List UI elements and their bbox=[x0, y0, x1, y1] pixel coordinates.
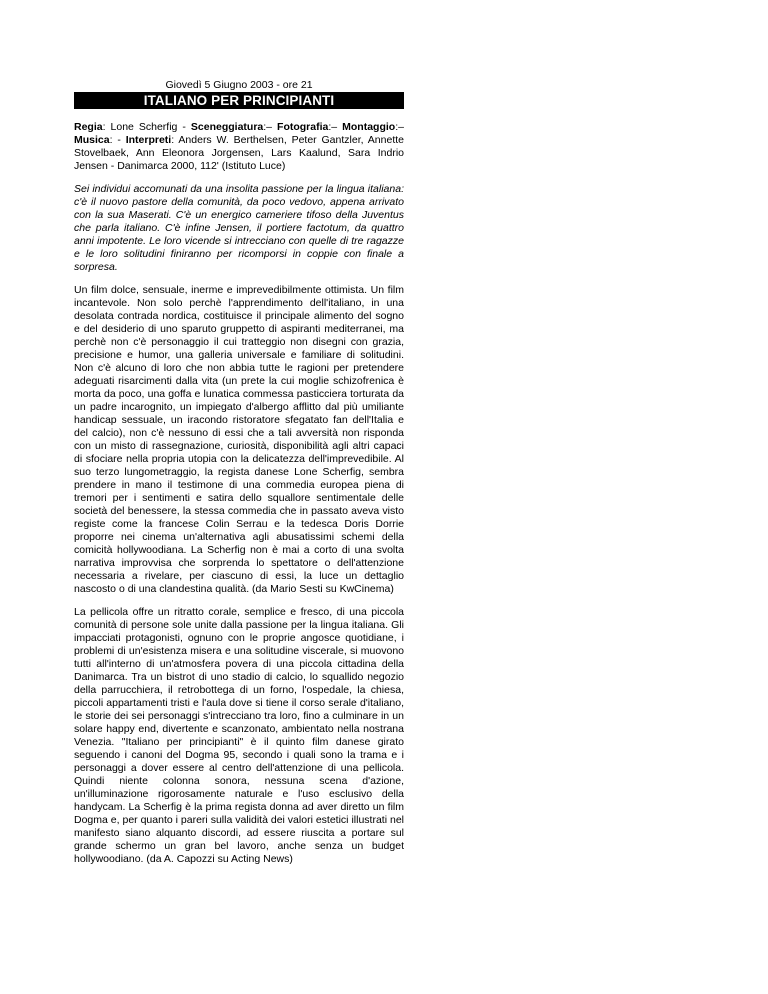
film-title: ITALIANO PER PRINCIPIANTI bbox=[74, 92, 404, 109]
review-paragraph-2: La pellicola offre un ritratto corale, semplice e fresco, di una piccola comunità di persone sole unite dalla passione per la lingua italiana. Gli impacciati protagonisti, ognuno con le proprie angosce quotidiane, i problemi di un'esistenza misera e una solitudine viscerale, si muovono tutti all'interno di un'atmosfera povera di una piccola cittadina della Danimarca. Tra un bistrot di uno stadio di calcio, lo squallido negozio della parrucchiera, il retrobottega di un forno, l'ospedale, la chiesa, piccoli appartamenti tristi e l'aula dove si tiene il corso serale d'italiano, le storie dei sei personaggi s'intrecciano tra loro, fino a culminare in un solare happy end, divertente e scanzonato, ambientato nella nostrana Venezia. "Italiano per principianti" è il quinto film danese girato seguendo i canoni del Dogma 95, secondo i quali sono la trama e i personaggi a dover essere al centro dell'attenzione di una pellicola. Quindi niente colonna sonora, nessuna scena d'azione, un'illuminazione rigorosamente naturale e l'uso esclusivo della handycam. La Scherfig è la prima regista donna ad aver diretto un film Dogma e, per quanto i pareri sulla validità dei valori estetici illustrati nel manifesto siano alquanto discordi, ad essere riuscita a portare sul grande schermo un gran bel lavoro, anche senza un budget hollywoodiano. (da A. Capozzi su Acting News) bbox=[74, 606, 404, 865]
musica-label: Musica bbox=[74, 134, 110, 146]
montaggio-value: :– bbox=[395, 121, 404, 133]
screening-date: Giovedì 5 Giugno 2003 - ore 21 bbox=[165, 79, 313, 91]
montaggio-label: Montaggio bbox=[342, 121, 396, 133]
interpreti-value: : Anders W. Berthelsen, Peter Gantzler, Annette Stovelbaek, Ann Eleonora Jorgensen, Lars Kaalund, Sara Indrio Jensen - Danimarca 2000, 112' (Istituto Luce) bbox=[74, 134, 404, 172]
musica-value: : - bbox=[109, 134, 126, 146]
sceneggiatura-label: Sceneggiatura bbox=[190, 121, 264, 133]
document-page bbox=[74, 79, 404, 866]
fotografia-value: :– bbox=[328, 121, 343, 133]
film-synopsis: Sei individui accomunati da una insolita passione per la lingua italiana: c'è il nuovo pastore della comunità, da poco vedovo, appena arrivato con la sua Maserati. C'è un energico cameriere tifoso della Juventus che parla italiano. C'è infine Jensen, il portiere factotum, da quattro anni impotente. Le loro vicende si intrecciano con quelle di tre ragazze e le loro solitudini finiranno per ricomporsi in coppie con finale a sorpresa. bbox=[74, 183, 404, 273]
review-paragraph-1: Un film dolce, sensuale, inerme e imprevedibilmente ottimista. Un film incantevole. Non solo perchè l'apprendimento dell'italiano, in una desolata contrada nordica, costituisce il principale alimento del sogno e del desiderio di uno sparuto gruppetto di aspiranti mediterranei, ma perchè non c'è personaggio il cui tratteggio non disegni con grazia, precisione e humor, una galleria universale e familiare di solitudini. Non c'è alcuno di loro che non abbia tutte le ragioni per pretendere adeguati risarcimenti dalla vita (un prete la cui moglie schizofrenica è morta da poco, una goffa e lunatica commessa pasticciera torturata da un padre incarognito, un impiegato d'albergo afflitto dal più umiliante handicap sessuale, un iracondo ristoratore sfegatato fan dell'Italia e del calcio), non c'è nessuno di essi che a tali avversità non risponda con un misto di rassegnazione, curiosità, disponibilità agli altri capaci di sfociare nella propria utopia con la delicatezza dell'imprevedibile. Al suo terzo lungometraggio, la regista danese Lone Scherfig, sembra prendere in mano il testimone di una commedia europea piena di tremori per i sentimenti e satira dello squallore sentimentale delle società del benessere, la stessa commedia che in passato aveva visto registe come la francese Colin Serrau e la tedesca Doris Dorrie proporre nei cinema un'alternativa agli abusatissimi schemi della comicità hollywoodiana. La Scherfig non è mai a corto di una svolta narrativa improvvisa che sorprenda lo spettatore o dell'attenzione necessaria a rivelare, per ciascuno di essi, la luce un dettaglio nascosto o di una clandestina qualità. (da Mario Sesti su KwCinema) bbox=[74, 284, 404, 595]
fotografia-label: Fotografia bbox=[277, 121, 329, 133]
interpreti-label: Interpreti bbox=[125, 134, 172, 146]
regia-value: : Lone Scherfig - bbox=[102, 121, 191, 133]
film-credits bbox=[74, 121, 404, 173]
sceneggiatura-value: :– bbox=[263, 121, 278, 133]
regia-label: Regia bbox=[74, 121, 103, 133]
